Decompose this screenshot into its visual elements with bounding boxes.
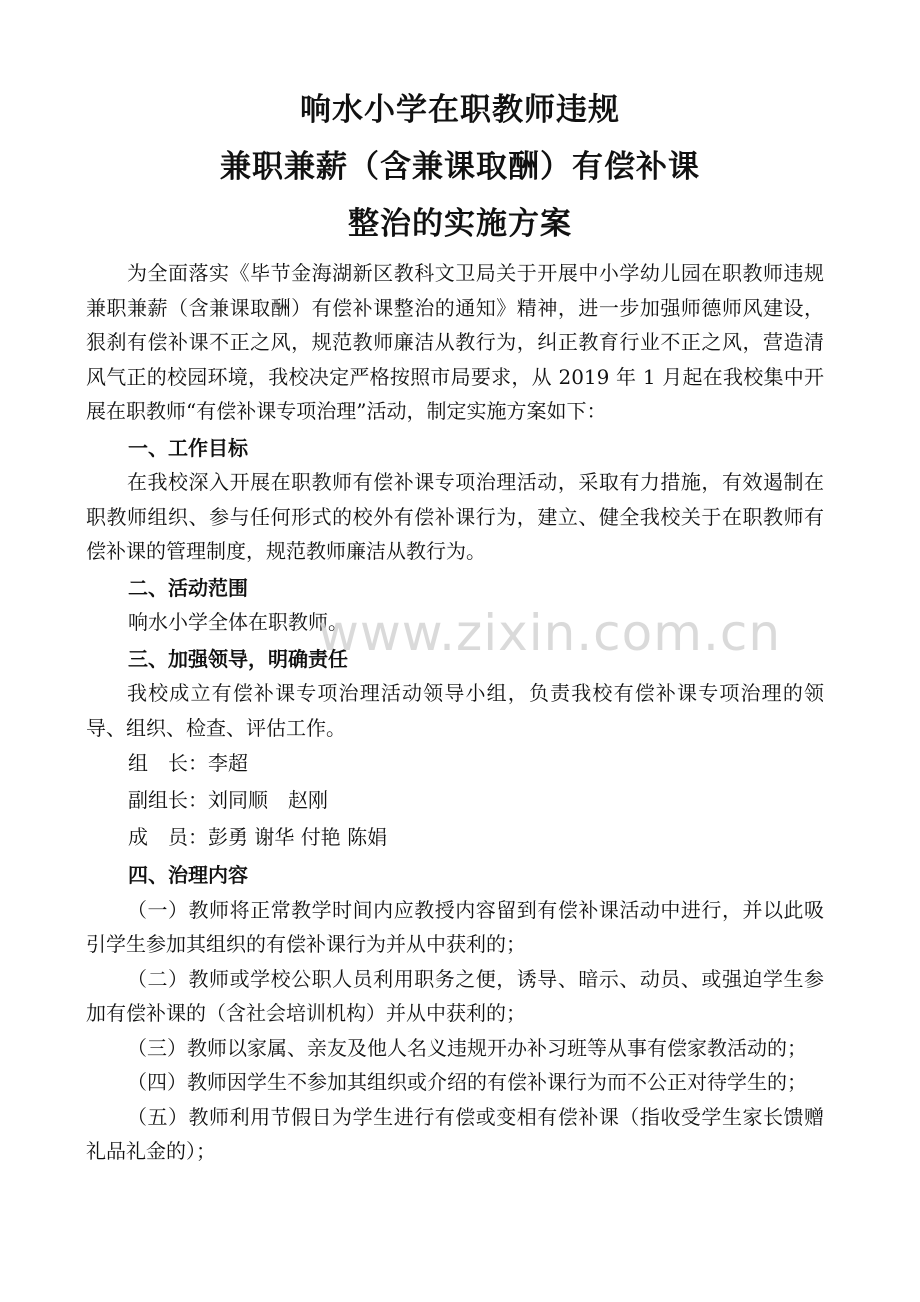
section-heading-content: 四、治理内容 — [128, 863, 248, 887]
title-line-2: 兼职兼薪（含兼课取酬）有偿补课 — [220, 149, 700, 185]
goals-paragraph: 在我校深入开展在职教师有偿补课专项治理活动，采取有力措施，有效遏制在职教师组织、参与任何形式的校外有偿补课行为，建立、健全我校关于在职教师有偿补课的管理制度，规范教师廉洁从教行为。 — [86, 470, 824, 563]
intro-paragraph: 为全面落实《毕节金海湖新区教科文卫局关于开展中小学幼儿园在职教师违规兼职兼薪（含兼课取酬）有偿补课整治的通知》精神，进一步加强师德师风建设，狠刹有偿补课不正之风，规范教师廉洁从教行为，纠正教育行业不正之风，营造清风气正的校园环境，我校决定严格按照市局要求，从 2019 年 1 月起在我校集中开展在职教师“有偿补课专项治理”活动，制定实施方案如下： — [86, 261, 824, 423]
watermark: www.zixin.com.cn — [318, 604, 782, 662]
scope-paragraph: 响水小学全体在职教师。 — [128, 610, 348, 634]
title-line-1: 响水小学在职教师违规 — [300, 92, 620, 128]
content-item: （四）教师因学生不参加其组织或介绍的有偿补课行为而不公正对待学生的； — [127, 1070, 807, 1094]
leadership-paragraph: 我校成立有偿补课专项治理活动领导小组，负责我校有偿补课专项治理的领导、组织、检查、评估工作。 — [86, 681, 824, 740]
document-body — [86, 256, 824, 1169]
section-heading-scope: 二、活动范围 — [128, 575, 248, 600]
group-members: 成 员：彭勇 谢华 付艳 陈娟 — [128, 825, 388, 849]
group-leader: 组 长：李超 — [128, 751, 248, 775]
title-line-3: 整治的实施方案 — [348, 206, 572, 242]
section-heading-leadership: 三、加强领导，明确责任 — [128, 646, 348, 671]
content-item: （五）教师利用节假日为学生进行有偿或变相有偿补课（指收受学生家长馈赠礼品礼金的）； — [86, 1104, 824, 1163]
section-heading-goals: 一、工作目标 — [128, 435, 248, 460]
content-item: （一）教师将正常教学时间内应教授内容留到有偿补课活动中进行，并以此吸引学生参加其组织的有偿补课行为并从中获利的； — [86, 897, 824, 956]
content-item: （二）教师或学校公职人员利用职务之便，诱导、暗示、动员、或强迫学生参加有偿补课的（含社会培训机构）并从中获利的； — [86, 966, 824, 1025]
document-title — [0, 82, 920, 253]
content-item: （三）教师以家属、亲友及他人名义违规开办补习班等从事有偿家教活动的； — [127, 1035, 807, 1060]
group-deputy: 副组长：刘同顺 赵刚 — [128, 788, 328, 812]
